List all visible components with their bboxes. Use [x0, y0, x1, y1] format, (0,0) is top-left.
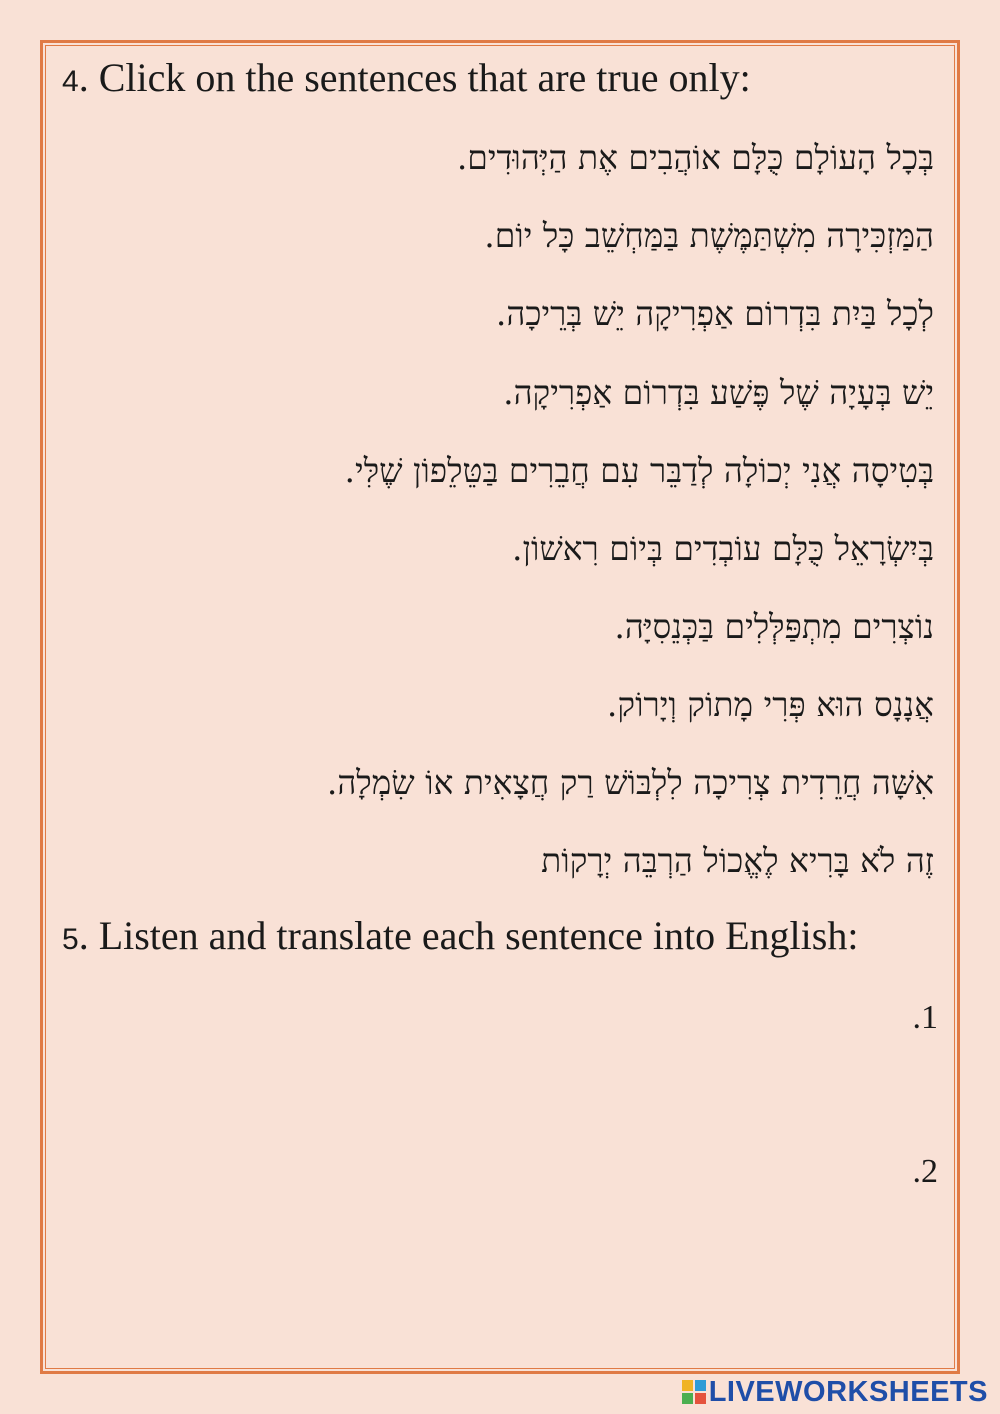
sentence-option-8[interactable]: אֲנָנָס הוּא פְּרִי מָתוֹק וְיָרוֹק. — [606, 685, 934, 724]
sentence-option-5[interactable]: בְּטִיסָה אֲנִי יְכוֹלָה לְדַבֵּר עִם חֲבֵרִים בַּטֵּלֵפוֹן שֶׁלִּי. — [344, 451, 934, 490]
sentence-option-2[interactable]: הַמַּזְכִּירָה מִשְׁתַּמֶּשֶׁת בַּמַּחְשֵׁב כָּל יוֹם. — [484, 216, 934, 255]
answer-2-field[interactable] — [62, 1200, 882, 1290]
section-5-number: 5 — [62, 923, 79, 956]
sentence-option-4[interactable]: יֵשׁ בְּעָיָה שֶׁל פֶּשַׁע בִּדְרוֹם אַפְרִיקָה. — [503, 373, 934, 412]
sentence-option-1[interactable]: בְּכָל הָעוֹלָם כֻּלָּם אוֹהֲבִים אֶת הַיְּהוּדִים. — [456, 138, 934, 177]
section-4-title: . Click on the sentences that are true only: — [78, 55, 751, 100]
section-4-heading — [62, 54, 751, 106]
answer-2-number: .2 — [912, 1153, 938, 1190]
liveworksheets-logo-text: LIVEWORKSHEETS — [708, 1375, 988, 1408]
liveworksheets-logo-icon — [681, 1379, 707, 1405]
answer-1-field[interactable] — [62, 1045, 882, 1135]
sentence-option-3[interactable]: לְכָל בַּיִת בִּדְרוֹם אַפְרִיקָה יֵשׁ בְּרֵיכָה. — [495, 294, 934, 333]
sentence-option-10[interactable]: זֶה לֹא בָּרִיא לֶאֱכוֹל הַרְבֵּה יְרָקוֹת — [541, 841, 934, 880]
sentence-option-9[interactable]: אִשָּׁה חֲרֵדִית צְרִיכָה לִלְבּוֹשׁ רַק חֲצָאִית אוֹ שִׂמְלָה. — [326, 763, 934, 802]
answer-1-number: .1 — [912, 999, 938, 1036]
liveworksheets-logo — [681, 1374, 988, 1410]
section-4-number: 4 — [62, 65, 79, 98]
section-5-heading — [62, 912, 858, 964]
sentence-option-7[interactable]: נוֹצְרִים מִתְפַּלְּלִים בַּכְּנֵסִיָּה. — [614, 607, 934, 646]
section-5-title: . Listen and translate each sentence into English: — [78, 913, 859, 958]
sentence-option-6[interactable]: בְּיִשְׂרָאֵל כֻּלָּם עוֹבְדִים בְּיוֹם רִאשׁוֹן. — [512, 529, 934, 568]
